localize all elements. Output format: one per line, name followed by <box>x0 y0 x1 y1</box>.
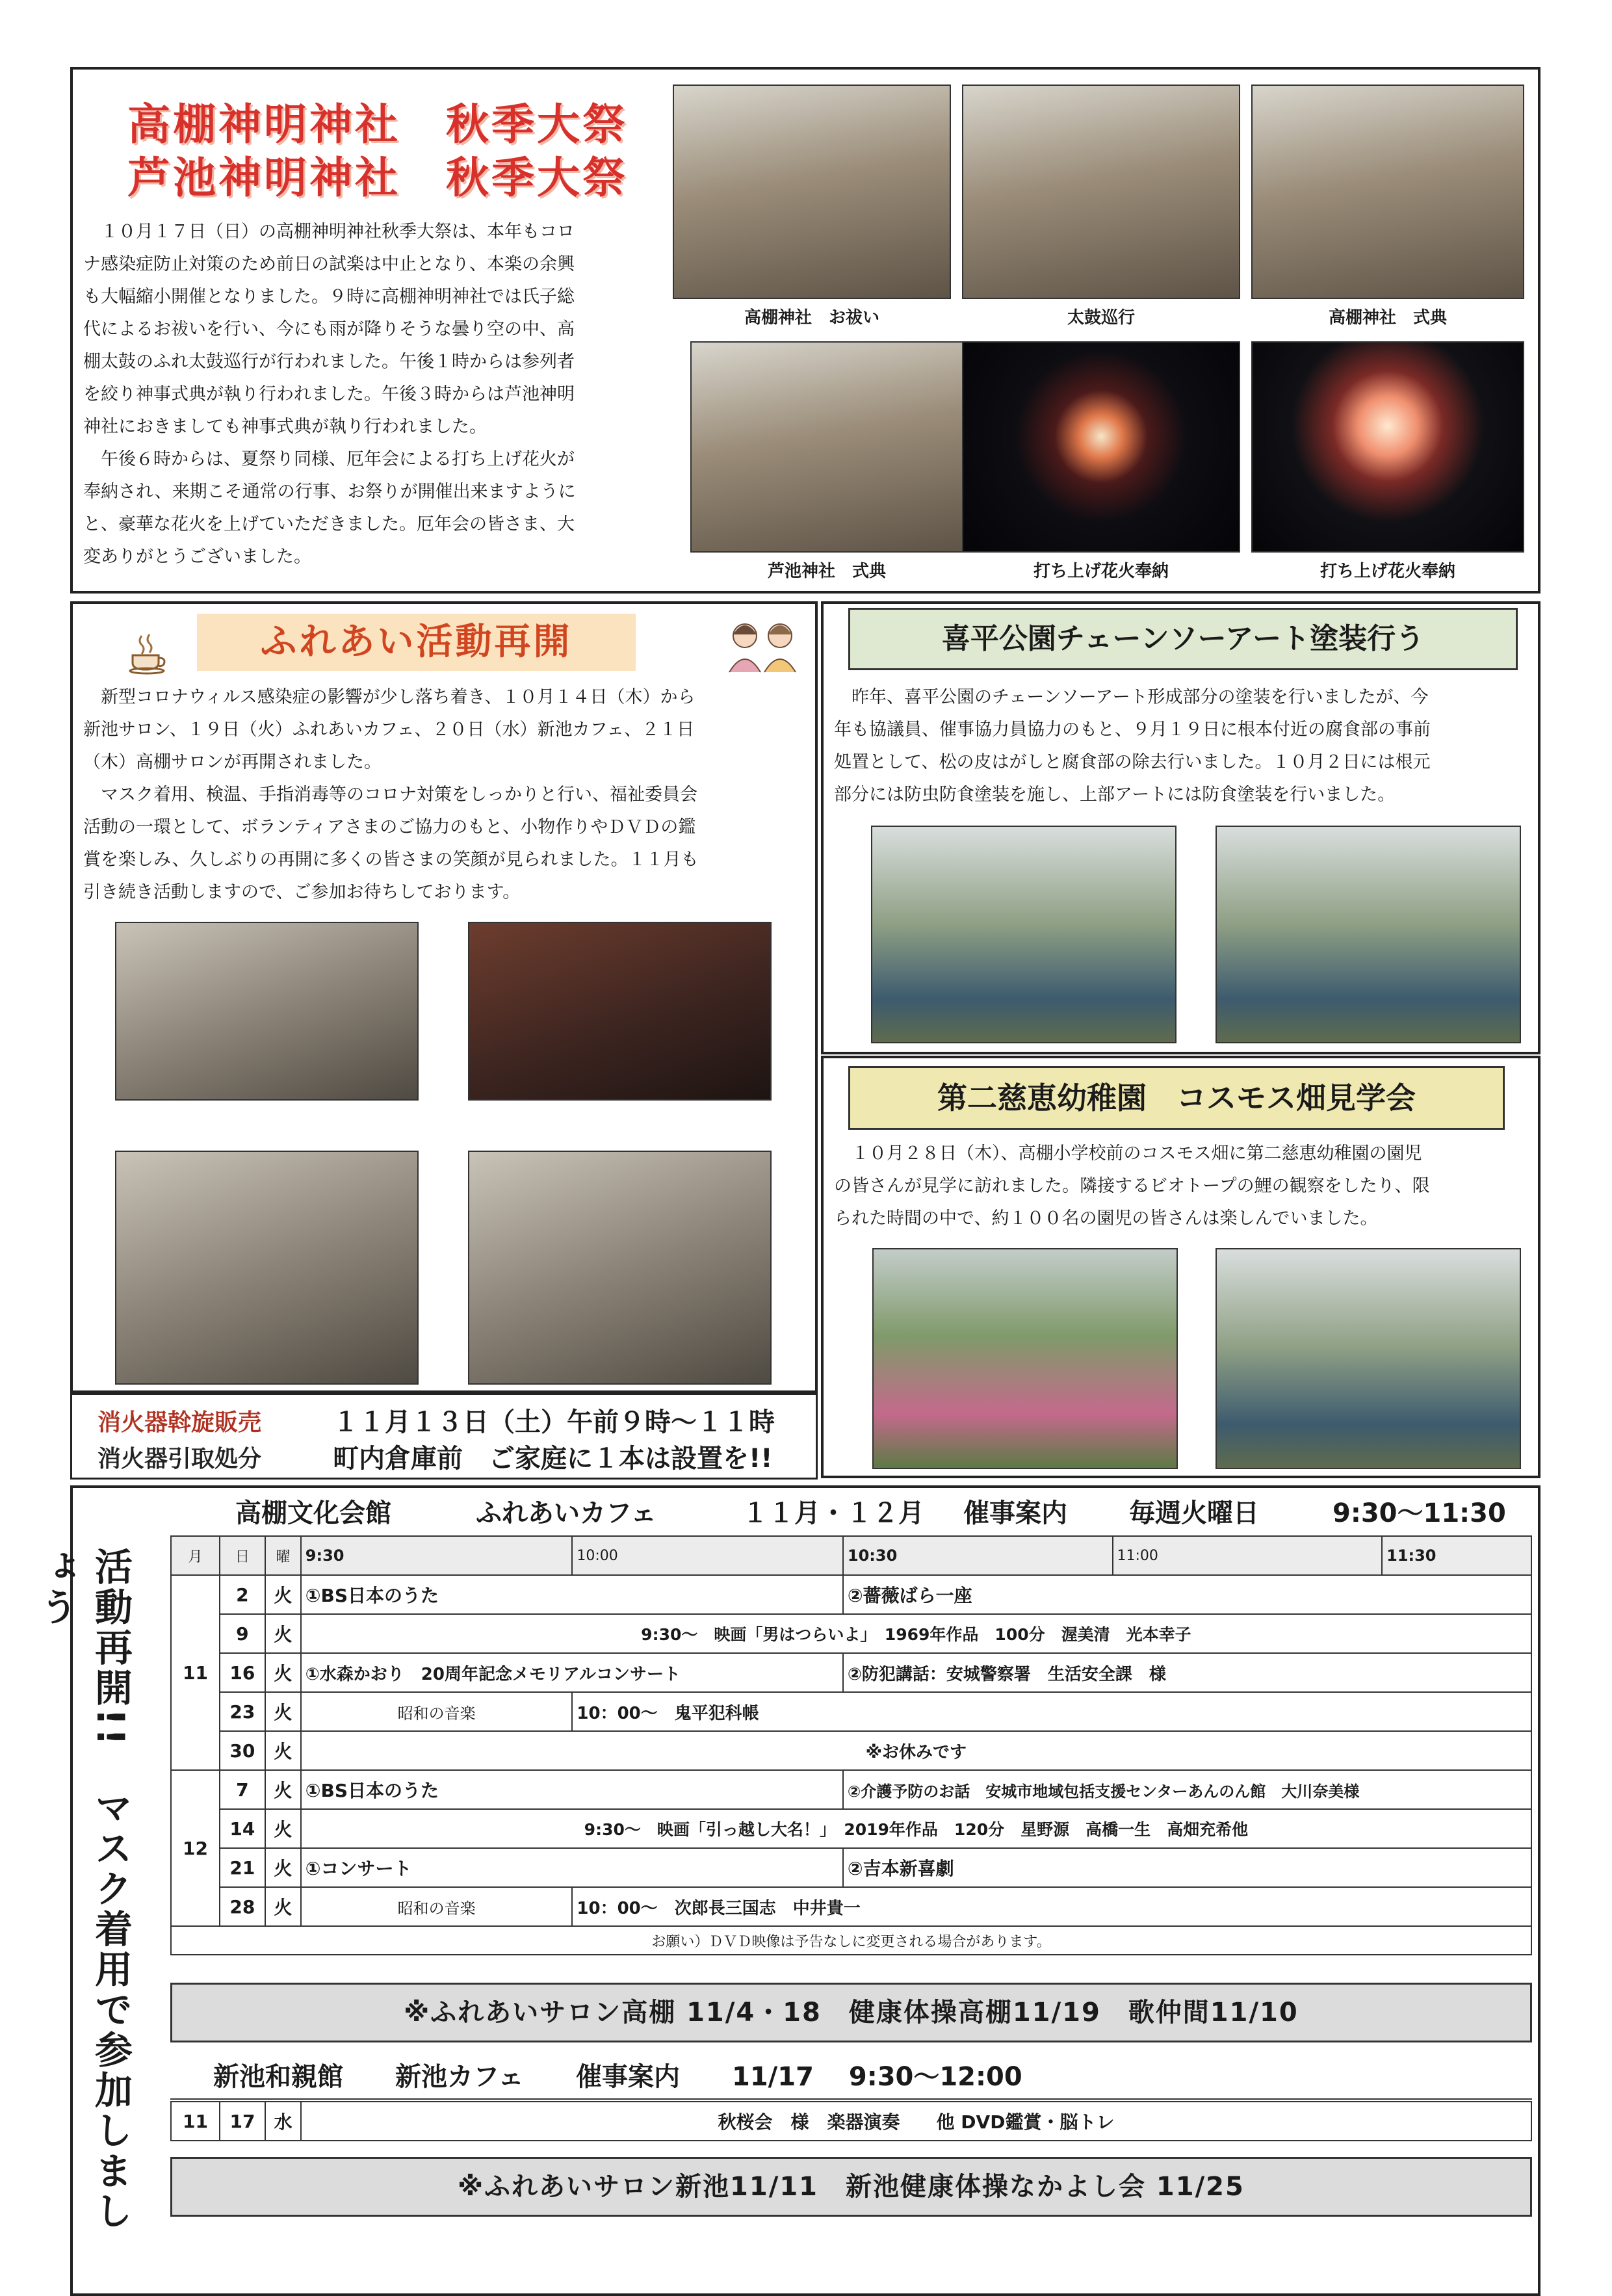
dow-cell: 火 <box>265 1731 301 1770</box>
table-row <box>171 1770 1531 1809</box>
event-b: ②防犯講話：安城警察署 生活安全課 様 <box>843 1653 1531 1692</box>
table-row <box>171 1614 1531 1653</box>
date-cell: 7 <box>220 1770 265 1809</box>
cafe-schedule-table <box>170 1535 1532 1955</box>
table-row <box>171 1692 1531 1731</box>
photo-fureai-2 <box>468 922 772 1101</box>
photo-ashiike-shikiten <box>690 341 963 553</box>
col-time-1030: 10:30 <box>843 1536 1113 1575</box>
date-cell: 2 <box>220 1575 265 1614</box>
dow-cell: 火 <box>265 1887 301 1926</box>
event-b: ②介護予防のお話 安城市地域包括支援センターあんのん館 大川奈美様 <box>843 1770 1531 1809</box>
photo-kihei-2 <box>1216 826 1521 1043</box>
fureai-line: 新池サロン、１９日（火）ふれあいカフェ、２０日（水）新池カフェ、２１日 <box>83 720 695 740</box>
date-cell: 28 <box>220 1887 265 1926</box>
fureai-line: （木）高棚サロンが再開されました。 <box>83 752 382 772</box>
photo-takatana-oharai <box>673 85 951 299</box>
festival-title-1: 高棚神明神社 秋季大祭 <box>127 99 628 150</box>
caption-fireworks-2: 打ち上げ花火奉納 <box>1320 562 1455 581</box>
month-cell: 12 <box>171 1770 220 1926</box>
date-cell: 14 <box>220 1809 265 1848</box>
col-date: 日 <box>220 1536 265 1575</box>
event-full: 9:30～ 映画「男はつらいよ」 1969年作品 100分 渥美清 光本幸子 <box>301 1614 1531 1653</box>
cosmos-line: られた時間の中で、約１００名の園児の皆さんは楽しんでいました。 <box>834 1208 1378 1229</box>
dow-cell: 火 <box>265 1809 301 1848</box>
festival-line: も大幅縮小開催となりました。９時に高棚神明神社では氏子総 <box>83 287 575 307</box>
month-cell: 11 <box>171 2102 220 2141</box>
event-a: ①BS日本のうた <box>301 1575 843 1614</box>
table-row <box>171 1575 1531 1614</box>
col-time-1100: 11:00 <box>1113 1536 1383 1575</box>
festival-line: ナ感染症防止対策のため前日の試楽は中止となり、本楽の余興 <box>83 254 575 274</box>
festival-title-2: 芦池神明神社 秋季大祭 <box>127 153 628 203</box>
fureai-text <box>83 681 811 909</box>
side-banner: 活動再開!! マスク着用で参加しましょう <box>34 1547 133 2232</box>
event-full: 秋桜会 様 楽器演奏 他 DVD鑑賞・脳トレ <box>301 2102 1531 2141</box>
dvd-note: お願い）ＤＶＤ映像は予告なしに変更される場合があります。 <box>171 1926 1531 1955</box>
fureai-title: ふれあい活動再開 <box>197 614 636 671</box>
event-a: ①BS日本のうた <box>301 1770 843 1809</box>
salon-shinike-bar: ※ふれあいサロン新池11/11 新池健康体操なかよし会 11/25 <box>170 2157 1532 2217</box>
two-ladies-illustration <box>720 612 803 673</box>
festival-line: 奉納され、来期こそ通常の行事、お祭りが開催出来ますように <box>83 482 576 502</box>
dow-cell: 水 <box>265 2102 301 2141</box>
fureai-line: 賞を楽しみ、久しぶりの再開に多くの皆さまの笑顔が見られました。１１月も <box>83 850 699 870</box>
col-dow: 曜 <box>265 1536 301 1575</box>
note-row <box>171 1926 1531 1955</box>
photo-cosmos-1 <box>872 1248 1178 1469</box>
cosmos-line: の皆さんが見学に訪れました。隣接するビオトープの鯉の観察をしたり、限 <box>834 1176 1430 1196</box>
coffee-cup-icon <box>127 632 170 675</box>
col-time-0930: 9:30 <box>301 1536 573 1575</box>
dow-cell: 火 <box>265 1770 301 1809</box>
extinguisher-line-1: １１月１３日（土）午前９時～１１時 <box>333 1407 775 1437</box>
salon-takatana-bar: ※ふれあいサロン高棚 11/4・18 健康体操高棚11/19 歌仲間11/10 <box>170 1983 1532 2042</box>
col-month: 月 <box>171 1536 220 1575</box>
cafe-type: 催事案内 <box>963 1498 1067 1528</box>
table-row <box>171 1809 1531 1848</box>
event-a: 昭和の音楽 <box>301 1887 573 1926</box>
event-a: ①コンサート <box>301 1848 843 1887</box>
fureai-line: 新型コロナウィルス感染症の影響が少し落ち着き、１０月１４日（木）から <box>83 687 696 707</box>
caption-takatana-oharai: 高棚神社 お祓い <box>744 308 879 328</box>
event-a: 昭和の音楽 <box>301 1692 573 1731</box>
dow-cell: 火 <box>265 1848 301 1887</box>
caption-ashiike-shikiten: 芦池神社 式典 <box>767 562 886 581</box>
table-row <box>171 1731 1531 1770</box>
festival-line: １０月１７日（日）の高棚神明神社秋季大祭は、本年もコロ <box>83 222 575 242</box>
photo-taiko-junko <box>962 85 1240 299</box>
cosmos-title: 第二慈恵幼稚園 コスモス畑見学会 <box>848 1066 1505 1130</box>
col-time-1000: 10:00 <box>572 1536 843 1575</box>
table-row <box>171 1653 1531 1692</box>
fureai-line: 引き続き活動しますので、ご参加お待ちしております。 <box>83 882 521 902</box>
dow-cell: 火 <box>265 1575 301 1614</box>
event-b: 10：00～ 次郎長三国志 中井貴一 <box>572 1887 1531 1926</box>
caption-takatana-shikiten: 高棚神社 式典 <box>1328 308 1447 328</box>
photo-fureai-3 <box>115 1151 419 1385</box>
photo-kihei-1 <box>871 826 1176 1043</box>
dow-cell: 火 <box>265 1692 301 1731</box>
table-row <box>171 1848 1531 1887</box>
cafe-header <box>170 1490 1535 1530</box>
photo-fureai-1 <box>115 922 419 1101</box>
caption-fireworks-1: 打ち上げ花火奉納 <box>1033 562 1169 581</box>
cafe-venue: 高棚文化会館 <box>235 1498 391 1528</box>
fureai-line: 活動の一環として、ボランティアさまのご協力のもと、小物作りやＤＶＤの鑑 <box>83 817 696 837</box>
dow-cell: 火 <box>265 1614 301 1653</box>
festival-line: 午後６時からは、夏祭り同様、厄年会による打ち上げ花火が <box>83 449 575 469</box>
extinguisher-label-1: 消火器斡旋販売 <box>98 1409 262 1436</box>
date-cell: 23 <box>220 1692 265 1731</box>
kihei-title: 喜平公園チェーンソーアート塗装行う <box>848 608 1518 670</box>
kihei-line: 処置として、松の皮はがしと腐食部の除去行いました。１０月２日には根元 <box>834 752 1431 772</box>
cafe-name: ふれあいカフェ <box>476 1498 656 1528</box>
cosmos-line: １０月２８日（木）、高棚小学校前のコスモス畑に第二慈恵幼稚園の園児 <box>834 1143 1422 1164</box>
table-row <box>171 1887 1531 1926</box>
fureai-line: マスク着用、検温、手指消毒等のコロナ対策をしっかりと行い、福祉委員会 <box>83 785 697 805</box>
event-b: ②吉本新喜劇 <box>843 1848 1531 1887</box>
shinike-table <box>170 2101 1532 2141</box>
dow-cell: 火 <box>265 1653 301 1692</box>
photo-fireworks-1 <box>962 341 1240 553</box>
event-full: 9:30～ 映画「引っ越し大名！」 2019年作品 120分 星野源 高橋一生 高畑充希他 <box>301 1809 1531 1848</box>
kihei-line: 年も協議員、催事協力員協力のもと、９月１９日に根本付近の腐食部の事前 <box>834 720 1431 740</box>
date-cell: 30 <box>220 1731 265 1770</box>
cafe-months: １１月・１２月 <box>742 1498 924 1528</box>
kihei-text <box>834 681 1536 811</box>
festival-text <box>83 216 671 573</box>
table-row <box>171 2102 1531 2141</box>
photo-takatana-shikiten <box>1251 85 1524 299</box>
event-b: ②薔薇ばら一座 <box>843 1575 1531 1614</box>
caption-taiko-junko: 太鼓巡行 <box>1067 308 1135 328</box>
festival-line: 棚太鼓のふれ太鼓巡行が行われました。午後１時からは参列者 <box>83 352 575 372</box>
cosmos-text <box>834 1138 1536 1235</box>
festival-line: 代によるお祓いを行い、今にも雨が降りそうな曇り空の中、高 <box>83 319 575 339</box>
photo-fireworks-2 <box>1251 341 1524 553</box>
month-cell: 11 <box>171 1575 220 1770</box>
festival-line: 神社におきましても神事式典が執り行われました。 <box>83 417 487 437</box>
kihei-line: 部分には防虫防食塗装を施し、上部アートには防食塗装を行いました。 <box>834 785 1396 805</box>
event-a: ①水森かおり 20周年記念メモリアルコンサート <box>301 1653 843 1692</box>
col-time-1130: 11:30 <box>1382 1536 1531 1575</box>
festival-line: と、豪華な花火を上げていただきました。厄年会の皆さま、大 <box>83 514 575 534</box>
shinike-header: 新池和親館 新池カフェ 催事案内 11/17 9:30～12:00 <box>170 2054 1532 2100</box>
cafe-day: 毎週火曜日 <box>1129 1498 1259 1528</box>
extinguisher-line-2: 町内倉庫前 ご家庭に１本は設置を!! <box>333 1444 773 1474</box>
date-cell: 21 <box>220 1848 265 1887</box>
cafe-time: 9:30～11:30 <box>1332 1498 1506 1528</box>
table-header-row <box>171 1536 1531 1575</box>
event-full: ※お休みです <box>301 1731 1531 1770</box>
festival-line: を絞り神事式典が執り行われました。午後３時からは芦池神明 <box>83 384 575 404</box>
date-cell: 16 <box>220 1653 265 1692</box>
festival-line: 変ありがとうございました。 <box>83 547 311 567</box>
event-b: 10：00～ 鬼平犯科帳 <box>572 1692 1531 1731</box>
date-cell: 9 <box>220 1614 265 1653</box>
kihei-line: 昨年、喜平公園のチェーンソーアート形成部分の塗装を行いましたが、今 <box>834 687 1429 707</box>
photo-fureai-4 <box>468 1151 772 1385</box>
photo-cosmos-2 <box>1216 1248 1521 1469</box>
extinguisher-label-2: 消火器引取処分 <box>98 1446 262 1472</box>
date-cell: 17 <box>220 2102 265 2141</box>
